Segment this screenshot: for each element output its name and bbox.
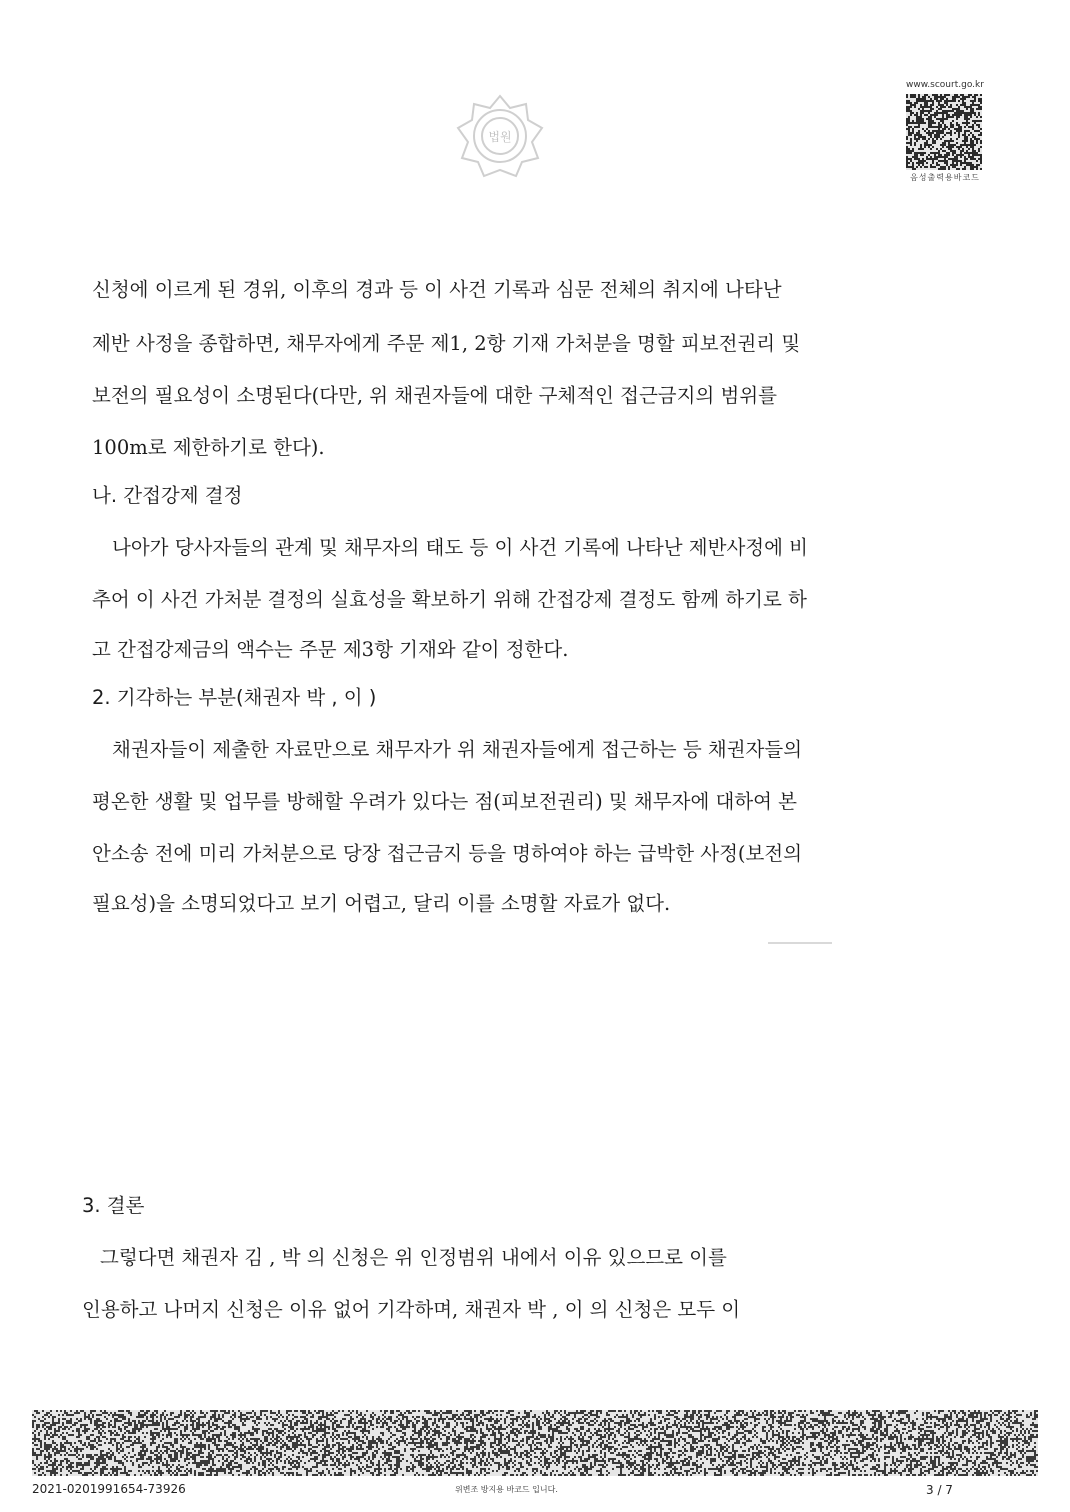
paragraph-2-line-3: 고 간접강제금의 액수는 주문 제3항 기재와 같이 정한다. (92, 638, 569, 661)
paragraph-1-line-2: 제반 사정을 종합하면, 채무자에게 주문 제1, 2항 기재 가처분을 명할 피보전권리 및 (92, 332, 801, 355)
qr-code-icon (906, 94, 982, 170)
page-number: 3 / 7 (926, 1483, 953, 1497)
paragraph-1-line-4: 100m로 제한하기로 한다). (92, 436, 325, 459)
paragraph-3-line-3: 안소송 전에 미리 가처분으로 당장 접근금지 등을 명하여야 하는 급박한 사정(보전의 (92, 842, 803, 865)
paragraph-2-line-1: 나아가 당사자들의 관계 및 채무자의 태도 등 이 사건 기록에 나타난 제반사정에 비 (112, 536, 809, 559)
anti-forgery-barcode (32, 1410, 1038, 1476)
document-id: 2021-0201991654-73926 (32, 1482, 186, 1496)
section-heading-2: 2. 기각하는 부분(채권자 박 , 이 ) (92, 686, 377, 709)
paragraph-3-line-1: 채권자들이 제출한 자료만으로 채무자가 위 채권자들에게 접근하는 등 채권자들의 (112, 738, 803, 761)
barcode-note: 위변조 방지용 바코드 입니다. (455, 1485, 558, 1494)
paragraph-1-line-1: 신청에 이르게 된 경위, 이후의 경과 등 이 사건 기록과 심문 전체의 취지에 나타난 (92, 278, 782, 301)
section-heading-na: 나. 간접강제 결정 (92, 484, 243, 507)
paragraph-4-line-1: 그렇다면 채권자 김 , 박 의 신청은 위 인정범위 내에서 이유 있으므로 이를 (100, 1246, 727, 1269)
court-seal-emblem (456, 92, 544, 180)
qr-caption: 음성출력용바코드 (910, 173, 980, 182)
section-heading-3: 3. 결론 (82, 1194, 145, 1217)
paragraph-2-line-2: 추어 이 사건 가처분 결정의 실효성을 확보하기 위해 간접강제 결정도 함께 하기로 하 (92, 588, 807, 611)
scan-mark (768, 942, 832, 944)
paragraph-3-line-2: 평온한 생활 및 업무를 방해할 우려가 있다는 점(피보전권리) 및 채무자에 대하여 본 (92, 790, 798, 813)
paragraph-3-line-4: 필요성)을 소명되었다고 보기 어렵고, 달리 이를 소명할 자료가 없다. (92, 892, 671, 915)
paragraph-1-line-3: 보전의 필요성이 소명된다(다만, 위 채권자들에 대한 구체적인 접근금지의 범위를 (92, 384, 778, 407)
seal-text: 법원 (488, 130, 512, 144)
paragraph-4-line-2: 인용하고 나머지 신청은 이유 없어 기각하며, 채권자 박 , 이 의 신청은 모두 이 (82, 1298, 741, 1321)
qr-url: www.scourt.go.kr (906, 80, 984, 90)
